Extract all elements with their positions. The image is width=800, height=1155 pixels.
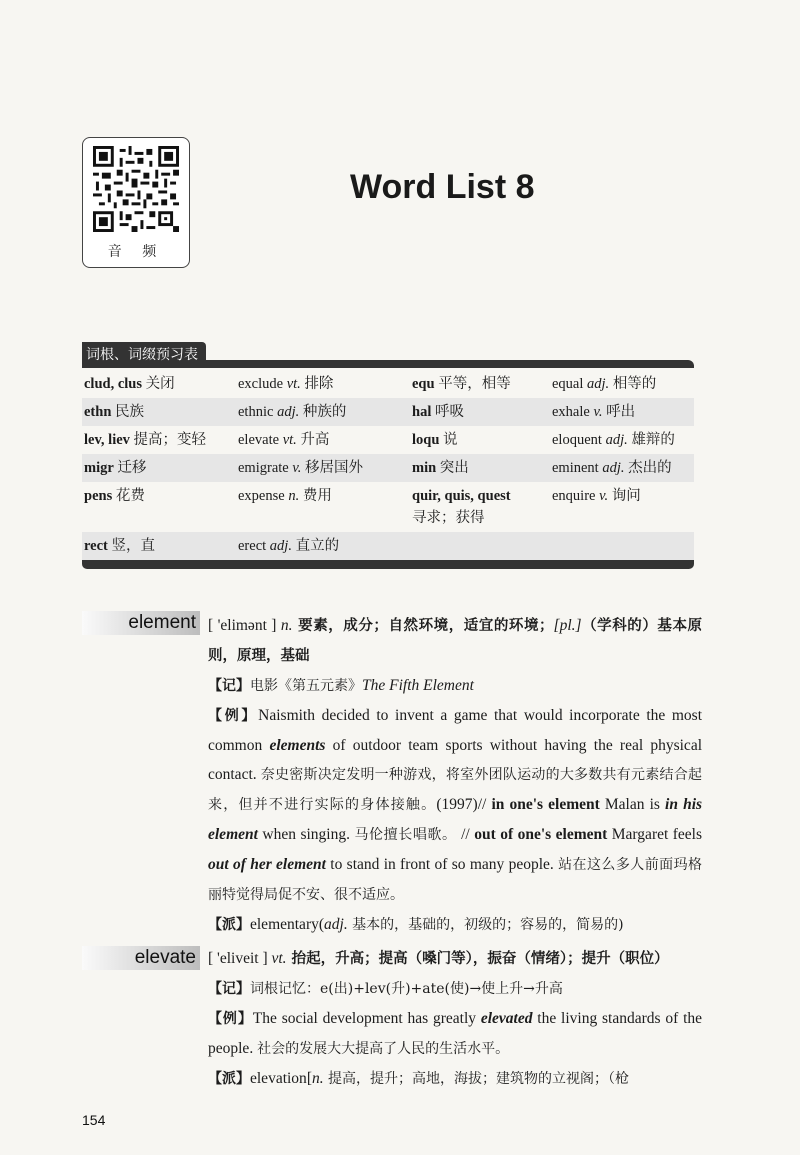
example-meaning: 排除 xyxy=(300,376,334,392)
phrase-out-of-element: out of one's element xyxy=(474,826,608,843)
derivative-line xyxy=(208,910,702,940)
memory-line xyxy=(208,974,702,1004)
example-keyword-3: out of her element xyxy=(208,856,326,873)
example-pos: adj. xyxy=(602,460,625,476)
memory-tag: 【记】 xyxy=(208,678,250,694)
roots-table-row xyxy=(82,454,694,482)
example-word: equal xyxy=(552,376,588,392)
root: quir, quis, quest xyxy=(412,488,511,504)
roots-preview-table xyxy=(82,342,694,569)
definition-text: 要素，成分；自然环境，适宜的环境； xyxy=(292,618,554,634)
example-block xyxy=(208,1004,702,1064)
memory-text: 电影《第五元素》 xyxy=(250,678,362,694)
example-keyword: elements xyxy=(269,737,326,754)
example-year: (1997)// xyxy=(436,796,487,813)
example-word: exclude xyxy=(238,376,287,392)
root: min xyxy=(412,460,437,476)
example-meaning: 相等的 xyxy=(609,376,657,392)
audio-qr-code[interactable] xyxy=(82,137,190,268)
derivative-tag: 【派】 xyxy=(208,1071,250,1087)
root-meaning: 花费 xyxy=(112,488,145,504)
roots-table-footer-bar xyxy=(82,560,694,569)
entry-elevate xyxy=(82,944,702,1094)
derivative-tag: 【派】 xyxy=(208,917,250,933)
plural-tag: [pl.] xyxy=(553,617,582,634)
page-number: 154 xyxy=(82,1112,106,1128)
root: clud, clus xyxy=(84,376,143,392)
roots-table-title: 词根、词缀预习表 xyxy=(82,342,206,368)
example-pos: v. xyxy=(593,404,603,420)
page-title: Word List 8 xyxy=(350,168,535,206)
root-meaning: 平等，相等 xyxy=(434,376,511,392)
entry-element-body xyxy=(208,611,702,940)
example-text-cont: the living standards of the people. xyxy=(208,1010,703,1057)
example-keyword: elevated xyxy=(480,1010,533,1027)
example-word: eloquent xyxy=(552,432,606,448)
root: migr xyxy=(84,460,114,476)
example-text: Naismith decided to invent a game that would incorporate the most common xyxy=(208,707,703,754)
example-tag: 【例】 xyxy=(208,708,259,724)
root-meaning: 迁移 xyxy=(113,460,147,476)
memory-text-en: The Fifth Element xyxy=(362,677,474,694)
derivative-word: elementary xyxy=(250,916,319,933)
example-meaning: 种族的 xyxy=(299,404,347,420)
example-pos: v. xyxy=(292,460,302,476)
example-pos: adj. xyxy=(269,538,292,554)
root-meaning: 民族 xyxy=(111,404,145,420)
example-word: expense xyxy=(238,488,289,504)
derivative-meaning: 提高，提升；高地，海拔；建筑物的立视阁；（枪 xyxy=(323,1071,630,1087)
root-meaning: 关闭 xyxy=(142,376,175,392)
headword-elevate: elevate xyxy=(82,946,200,970)
root-meaning: 突出 xyxy=(436,460,469,476)
example-pos: v. xyxy=(599,488,609,504)
example-word: enquire xyxy=(552,488,600,504)
memory-line xyxy=(208,671,702,701)
example-word: eminent xyxy=(552,460,603,476)
part-of-speech: n. xyxy=(280,617,293,634)
example-translation-3: 站在这么多人前面玛格丽特觉得局促不安、很不适应。 xyxy=(208,857,703,903)
part-of-speech: vt. xyxy=(271,950,287,967)
definition xyxy=(208,611,702,671)
example-word: erect xyxy=(238,538,270,554)
example-meaning: 费用 xyxy=(299,488,332,504)
roots-table-row xyxy=(82,426,694,454)
derivative-meaning: 基本的，基础的，初级的；容易的，简易的) xyxy=(347,917,624,933)
roots-table-row xyxy=(82,370,694,398)
example-text-2: Malan is xyxy=(599,796,666,813)
roots-table-row xyxy=(82,482,694,532)
root: pens xyxy=(84,488,113,504)
example-translation-2: 马伦擅长唱歌。 xyxy=(354,827,457,843)
qr-audio-label: 音 频 xyxy=(107,244,165,260)
root: loqu xyxy=(412,432,440,448)
example-word: emigrate xyxy=(238,460,293,476)
example-pos: vt. xyxy=(282,432,297,448)
root-meaning: 寻求；获得 xyxy=(412,510,485,526)
root: equ xyxy=(412,376,435,392)
example-meaning: 呼出 xyxy=(602,404,636,420)
example-meaning: 雄辩的 xyxy=(627,432,675,448)
derivative-word: elevation xyxy=(250,1070,307,1087)
pronunciation: [ 'eliveit ] xyxy=(208,950,268,967)
example-meaning: 移居国外 xyxy=(301,460,363,476)
root-meaning: 呼吸 xyxy=(431,404,464,420)
example-word: exhale xyxy=(552,404,594,420)
example-translation: 奈史密斯决定发明一种游戏，将室外团队运动的大多数共有元素结合起来，但并不进行实际的身体接触。 xyxy=(208,767,702,813)
root: rect xyxy=(84,538,108,554)
example-text-3-cont: to stand in front of so many people. xyxy=(325,856,559,873)
example-pos: adj. xyxy=(277,404,300,420)
example-word: ethnic xyxy=(238,404,278,420)
derivative-pos: n. xyxy=(311,1070,324,1087)
example-text: The social development has greatly xyxy=(252,1010,481,1027)
memory-text: 词根记忆：e(出)+lev(升)+ate(使)→使上升→升高 xyxy=(250,981,563,997)
roots-table-row xyxy=(82,532,694,560)
separator: // xyxy=(456,826,475,843)
example-block xyxy=(208,701,702,910)
example-pos: adj. xyxy=(587,376,610,392)
example-word: elevate xyxy=(238,432,283,448)
qr-code-icon xyxy=(93,146,179,232)
example-meaning: 升高 xyxy=(296,432,330,448)
example-meaning: 杰出的 xyxy=(624,460,672,476)
memory-tag: 【记】 xyxy=(208,981,250,997)
example-text-2-cont: when singing. xyxy=(257,826,355,843)
phrase-in-element: in one's element xyxy=(491,796,600,813)
definition-text-2: （学科的）基本原则，原理，基础 xyxy=(208,618,703,664)
root: hal xyxy=(412,404,432,420)
definition-text: 抬起，升高；提高（嗓门等），振奋（情绪）；提升（职位） xyxy=(286,951,669,967)
root: ethn xyxy=(84,404,112,420)
example-keyword-2: in his element xyxy=(208,796,703,843)
root-meaning: 竖，直 xyxy=(107,538,155,554)
example-translation: 社会的发展大大提高了人民的生活水平。 xyxy=(257,1041,510,1057)
roots-table-row xyxy=(82,398,694,426)
example-meaning: 直立的 xyxy=(291,538,340,554)
example-meaning: 询问 xyxy=(608,488,641,504)
example-text-3: Margaret feels xyxy=(607,826,703,843)
example-pos: n. xyxy=(288,488,300,504)
roots-table-header xyxy=(82,342,694,370)
headword-element: element xyxy=(82,611,200,635)
example-text-cont: of outdoor team sports without having the real physical contact. xyxy=(208,737,702,783)
root-meaning: 提高；变轻 xyxy=(129,432,207,448)
example-pos: adj. xyxy=(605,432,628,448)
entry-elevate-body xyxy=(208,944,702,1094)
entry-element xyxy=(82,611,702,940)
example-tag: 【例】 xyxy=(208,1011,253,1027)
derivative-open-bracket: [ xyxy=(306,1070,312,1087)
root: lev, liev xyxy=(84,432,130,448)
root-meaning: 说 xyxy=(439,432,458,448)
pronunciation: [ 'elimənt ] xyxy=(208,617,277,634)
example-pos: vt. xyxy=(286,376,301,392)
derivative-line xyxy=(208,1064,702,1094)
roots-table-body xyxy=(82,370,694,560)
derivative-pos: adj. xyxy=(324,916,348,933)
definition xyxy=(208,944,702,974)
derivative-open-bracket: ( xyxy=(318,916,325,933)
